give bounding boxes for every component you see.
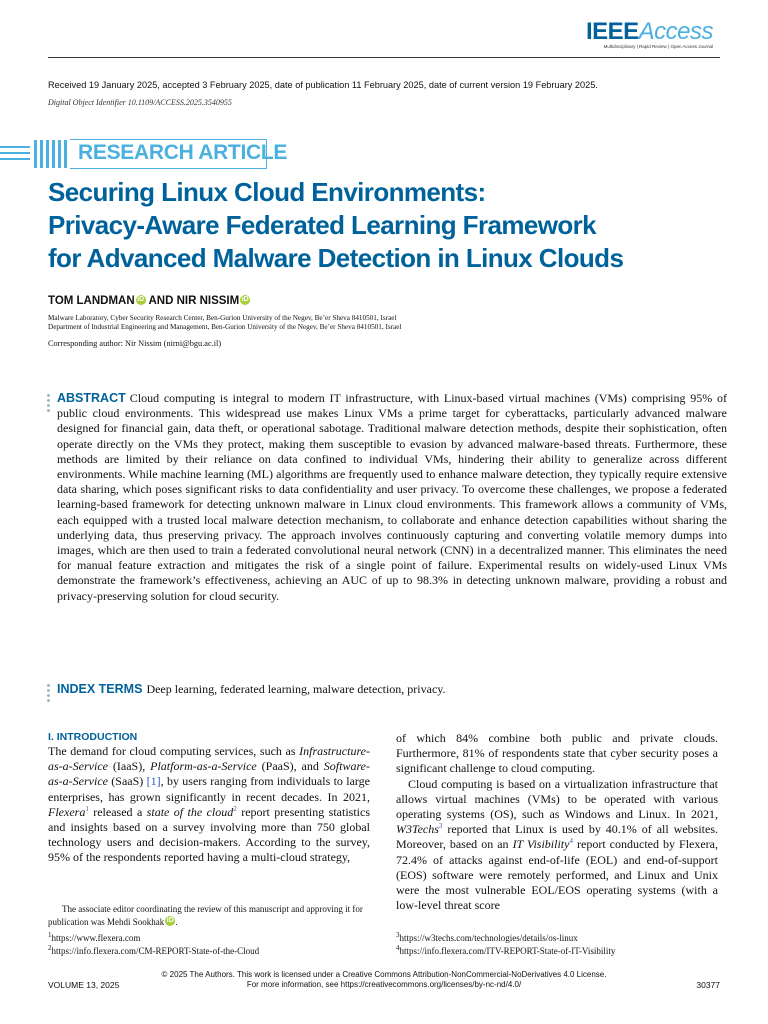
index-terms-label: INDEX TERMS bbox=[57, 682, 143, 696]
index-terms bbox=[57, 682, 446, 697]
footnote: $^4$https://info.flexera.com/ITV-REPORT-State-of-IT-Visibility bbox=[396, 944, 616, 956]
header-rule bbox=[48, 57, 720, 58]
article-type: RESEARCH ARTICLE bbox=[78, 141, 288, 164]
received-dates: Received 19 January 2025, accepted 3 February 2025, date of publication 11 February 2025, date of current version 19 February 2025. bbox=[48, 80, 598, 90]
footnote-url[interactable]: https://info.flexera.com/CM-REPORT-State-of-the-Cloud bbox=[51, 946, 260, 956]
abstract-label: ABSTRACT bbox=[57, 391, 126, 405]
footnote-url[interactable]: https://w3techs.com/technologies/details/os-linux bbox=[399, 933, 578, 943]
intro-paragraph: The demand for cloud computing services, such as Infrastructure-as-a-Service (IaaS), Platform-as-a-Service (PaaS), and Software-as-a-Service (SaaS) [1], by users ranging from individuals to large enterprises, has grown significantly in recent decades. In 2021, Flexera$^1$ released a state of the cloud$^2$ report presenting statistics and insights based on a survey involving more than 750 global technology users and decision-makers. According to the survey, 95% of the respondents reported having a multi-cloud strategy, bbox=[48, 744, 371, 865]
index-terms-text: Deep learning, federated learning, malware detection, privacy. bbox=[146, 682, 446, 696]
logo-access: Access bbox=[638, 18, 713, 45]
footnote-ref[interactable]: 4 bbox=[569, 837, 573, 846]
affiliation: Malware Laboratory, Cyber Security Research Center, Ben-Gurion University of the Negev, Be’er Sheva 8410501, Israel bbox=[48, 314, 397, 322]
left-column bbox=[48, 731, 370, 866]
section-heading: I. INTRODUCTION bbox=[48, 731, 138, 743]
right-column bbox=[396, 731, 718, 913]
footnote-url[interactable]: https://www.flexera.com bbox=[51, 933, 141, 943]
banner-bars-icon bbox=[0, 137, 70, 171]
orcid-icon[interactable]: iD bbox=[166, 917, 174, 924]
logo-ieee: IEEE bbox=[585, 18, 639, 45]
abstract-dots-icon bbox=[47, 394, 51, 414]
title-line: for Advanced Malware Detection in Linux Clouds bbox=[48, 243, 624, 273]
citation-link[interactable]: [1] bbox=[146, 774, 161, 789]
license-link[interactable]: For more information, see https://creativecommons.org/licenses/by-nc-nd/4.0/ bbox=[246, 980, 522, 989]
footnote-ref[interactable]: 2 bbox=[233, 804, 237, 813]
footnote-ref[interactable]: 3 bbox=[438, 822, 443, 831]
volume-info: VOLUME 13, 2025 bbox=[48, 980, 120, 990]
intro-paragraph: of which 84% combine both public and private clouds. Furthermore, 81% of respondents state that cyber security poses a significant challenge to cloud computing. bbox=[396, 731, 718, 776]
title-line: Securing Linux Cloud Environments: bbox=[48, 177, 486, 207]
footnote-url[interactable]: https://info.flexera.com/ITV-REPORT-State-of-IT-Visibility bbox=[399, 946, 616, 956]
footnote: $^3$https://w3techs.com/technologies/details/os-linux bbox=[396, 931, 578, 943]
page-number: 30377 bbox=[696, 980, 720, 990]
index-dots-icon bbox=[47, 684, 51, 704]
footnote-ref[interactable]: 1 bbox=[85, 804, 89, 813]
footnote: $^1$https://www.flexera.com bbox=[48, 931, 141, 943]
orcid-icon[interactable]: iD bbox=[241, 296, 249, 303]
doi: Digital Object Identifier 10.1109/ACCESS.2025.3540955 bbox=[48, 98, 232, 107]
journal-logo bbox=[586, 18, 713, 49]
title-line: Privacy-Aware Federated Learning Framework bbox=[48, 210, 596, 240]
footnote: $^2$https://info.flexera.com/CM-REPORT-State-of-the-Cloud bbox=[48, 944, 260, 956]
corresponding-author: Corresponding author: Nir Nissim (nirni@bgu.ac.il) bbox=[48, 339, 222, 348]
author-name: TOM LANDMAN bbox=[48, 295, 135, 307]
paper-title bbox=[48, 176, 738, 275]
authors bbox=[48, 295, 250, 307]
editor-note: The associate editor coordinating the review of this manuscript and approving it for publication was Mehdi Sookhak iD . bbox=[48, 904, 363, 927]
affiliation: Department of Industrial Engineering and Management, Ben-Gurion University of the Negev, Be’er Sheva 8410501, Israel bbox=[48, 323, 402, 331]
author-name: AND NIR NISSIM bbox=[148, 295, 240, 307]
orcid-icon[interactable]: iD bbox=[137, 296, 145, 303]
license-line: © 2025 The Authors. This work is licensed under a Creative Commons Attribution-NonCommercial-NoDerivatives 4.0 License. bbox=[161, 970, 607, 979]
intro-paragraph: Cloud computing is based on a virtualization infrastructure that allows virtual machines (VMs) to be operated with various operating systems (OS), such as Windows and Linux. In 2021, W3Techs$^3$ reported that Linux is used by 40.1% of all websites. Moreover, based on an IT Visibility$^4$ report conducted by Flexera, 72.4% of attacks against end-of-life (EOL) and end-of-support (EOS) software were remotely performed, and Linux and Unix were the most vulnerable EOL/EOS operating systems (with a low-level threat score bbox=[396, 776, 719, 913]
abstract bbox=[57, 391, 727, 604]
logo-tagline: Multidisciplinary | Rapid Review | Open Access Journal bbox=[603, 44, 713, 49]
abstract-text: Cloud computing is integral to modern IT infrastructure, with Linux-based virtual machines (VMs) comprising 95% of public cloud environments. This widespread use makes Linux VMs a prime target for cyberattacks, particularly advanced malware designed for financial gain, data theft, or operational sabotage. Traditional malware detection methods, despite their sophistication, often operate directly on the VMs they protect, making them susceptible to evasion by advanced malware-based threats. Furthermore, these methods are limited by their reliance on data confined to individual VMs, hindering their ability to generalize across different environments. While machine learning (ML) algorithms are frequently used to enhance malware detection, they typically require extensive data sharing, which poses significant risks to data confidentiality and user privacy. To overcome these challenges, we propose a federated learning-based framework for detecting unknown malware in Linux cloud environments. This framework allows a community of VMs, each equipped with a trusted local malware detection mechanism, to collaborate and enhance detection capabilities without sharing the underlying data, thus preserving privacy. The approach involves continuously capturing and converting volatile memory dumps into images, which are then used to train a federated convolutional neural network (CNN) in a decentralized manner. This eliminates the need for manual feature extraction and mitigates the risk of a single point of failure. Experimental results on widely-used Linux VMs demonstrate the framework’s effectiveness, achieving an AUC of up to 98.3% in detecting unknown malware, providing a robust and privacy-preserving solution for cloud security. bbox=[57, 391, 727, 603]
